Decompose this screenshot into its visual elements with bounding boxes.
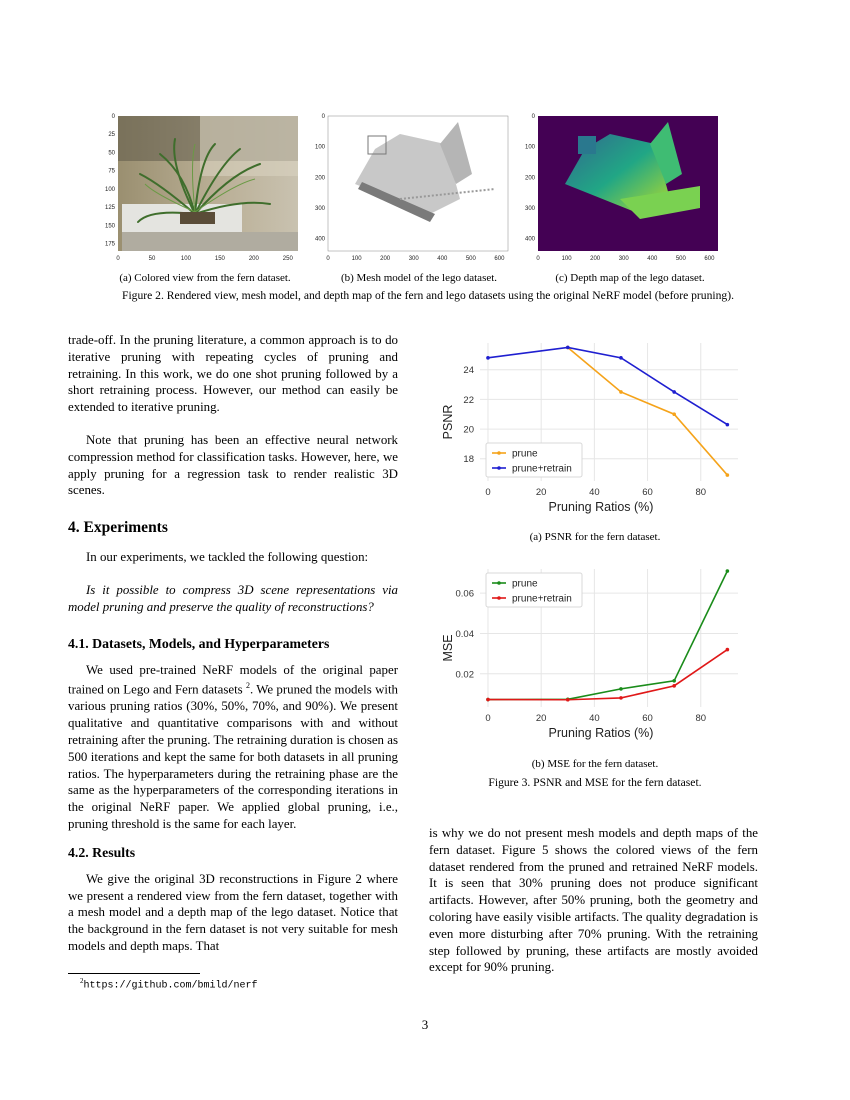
- fig2-c-xtick: 300: [618, 256, 629, 262]
- mse-series-prune+retrain-point: [486, 698, 490, 702]
- psnr-x-tick: 0: [485, 487, 491, 498]
- figure-2a-caption: (a) Colored view from the fern dataset.: [119, 272, 291, 284]
- figure-3b-caption: (b) MSE for the fern dataset.: [531, 758, 659, 770]
- fig2-a-ytick: 75: [108, 168, 115, 175]
- fig2-b-ytick: 300: [314, 206, 325, 213]
- fig2-a-xtick: 100: [180, 256, 191, 262]
- figure-2b-caption: (b) Mesh model of the lego dataset.: [340, 272, 498, 284]
- psnr-y-label: PSNR: [441, 404, 455, 440]
- figure-2c-caption: (c) Depth map of the lego dataset.: [555, 272, 705, 284]
- fig2-c-xtick: 400: [647, 256, 658, 262]
- fig2-c-xtick: 600: [704, 256, 715, 262]
- mse-series-prune+retrain-point: [726, 648, 730, 652]
- figure-3-caption: Figure 3. PSNR and MSE for the fern dataset.: [488, 776, 702, 789]
- paragraph-question-intro: In our experiments, we tackled the following question:: [86, 550, 369, 565]
- fig2-c-ytick: 0: [531, 114, 535, 120]
- mse-x-tick: 20: [535, 713, 547, 724]
- figure-2-panels: [100, 104, 740, 264]
- footnote-url[interactable]: https://github.com/bmild/nerf: [83, 980, 258, 992]
- mse-legend-label: prune: [512, 578, 538, 590]
- page-number: 3: [421, 1017, 429, 1032]
- fig2-c-xtick: 200: [590, 256, 601, 262]
- fig2-b-ytick: 100: [314, 144, 325, 151]
- fig2-c-ytick: 300: [524, 206, 535, 213]
- subsection-heading-results: 4.2. Results: [68, 844, 136, 860]
- mse-series-prune-point: [619, 687, 623, 691]
- psnr-series-prune+retrain-point: [726, 423, 730, 427]
- fig2-a-ytick: 25: [108, 132, 115, 139]
- paragraph-classification: Note that pruning has been an effective neural network compression method for classification tasks. However, here, we apply pruning for a regression task to render realistic 3D scenes.: [68, 432, 398, 498]
- fig2-b-xtick: 100: [351, 256, 362, 262]
- fig2-b-ytick: 200: [314, 175, 325, 182]
- fig2-c-ytick: 200: [524, 175, 535, 182]
- psnr-series-prune+retrain-point: [619, 356, 623, 360]
- fig2-a-ytick: 175: [104, 241, 115, 248]
- fig2-b-xtick: 600: [494, 256, 505, 262]
- fig2-a-xtick: 150: [214, 256, 225, 262]
- fig2-a-ytick: 100: [104, 186, 115, 193]
- figure-2: [100, 104, 740, 294]
- fig2-b-xtick: 0: [326, 256, 330, 262]
- mse-x-label: Pruning Ratios (%): [548, 726, 654, 740]
- fig2-c-xtick: 100: [561, 256, 572, 262]
- right-column-text: [429, 825, 758, 976]
- paragraph-tradeoff: trade-off. In the pruning literature, a common approach is to do iterative pruning with repeating cycles of pruning and retraining. In this work, we do one shot pruning followed by a short retraining process. However, our method can easily be extended to iterative pruning.: [68, 333, 398, 415]
- mse-y-tick: 0.06: [455, 588, 474, 600]
- fig2-b-ytick: 0: [321, 114, 325, 120]
- mse-series-prune+retrain-point: [566, 698, 570, 702]
- mse-x-tick: 0: [485, 713, 491, 724]
- mse-series-prune-point: [726, 569, 730, 573]
- paragraph-datasets-text-a: We used pre-trained NeRF models of the original paper trained on Lego and Fern datasets: [68, 662, 398, 697]
- fig2-b-xtick: 500: [465, 256, 476, 262]
- fig2-b-ytick: 400: [314, 236, 325, 243]
- mse-series-prune+retrain-point: [672, 684, 676, 688]
- mse-x-tick: 60: [642, 713, 653, 724]
- fig2-c-ytick: 400: [524, 236, 535, 243]
- psnr-x-tick: 60: [642, 487, 653, 498]
- mse-chart: [430, 564, 760, 744]
- footnote-number: 2: [80, 977, 84, 985]
- psnr-legend-marker: [497, 451, 501, 455]
- fig2-a-ytick: 150: [104, 223, 115, 230]
- research-question: Is it possible to compress 3D scene representations via model pruning and preserve the quality of reconstructions?: [68, 582, 398, 614]
- fig2-a-xtick: 250: [282, 256, 293, 262]
- psnr-chart: [430, 338, 760, 518]
- figure-2-caption: Figure 2. Rendered view, mesh model, and depth map of the fern and lego datasets using the original NeRF model (before pruning).: [122, 289, 734, 302]
- section-heading-experiments: 4. Experiments: [68, 519, 168, 537]
- mse-y-tick: 0.02: [455, 669, 474, 681]
- psnr-series-prune-point: [726, 473, 730, 477]
- fig2-a-xtick: 50: [148, 256, 156, 262]
- psnr-y-tick: 24: [463, 365, 474, 377]
- fig2-b-xtick: 300: [408, 256, 419, 262]
- psnr-series-prune+retrain-point: [672, 390, 676, 394]
- footnote: [80, 977, 258, 991]
- psnr-x-label: Pruning Ratios (%): [548, 500, 654, 514]
- fig2-c-ytick: 100: [524, 144, 535, 151]
- psnr-series-prune-point: [672, 412, 676, 416]
- fig2-a-ytick: 0: [111, 114, 115, 120]
- fig2-a-xtick: 200: [248, 256, 259, 262]
- fig2-b-xtick: 200: [380, 256, 391, 262]
- psnr-x-tick: 80: [695, 487, 707, 498]
- psnr-y-tick: 20: [463, 424, 474, 436]
- fig2-a-ytick: 125: [104, 205, 115, 212]
- paragraph-datasets-text-b: . We pruned the models with various pruning ratios (30%, 50%, 70%, and 90%). We present qualitative and quantitative comparisons with and without retraining after the pruning. The retraining duration is chosen as 500 iterations and kept the same for both datasets in all pruning ratios. The hyperparameters during the retraining phase are the same as the hyperparameters of the corresponding iterations in the original NeRF paper. We applied global pruning, i.e., pruning threshold is the same for each layer.: [68, 682, 398, 832]
- fig2-b-xtick: 400: [437, 256, 448, 262]
- psnr-series-prune-point: [619, 390, 623, 394]
- fig2-a-ytick: 50: [108, 150, 115, 157]
- footnote-ref: 2: [245, 681, 250, 691]
- lego-mesh: [328, 116, 508, 251]
- psnr-legend-label: prune+retrain: [512, 463, 572, 475]
- psnr-legend-label: prune: [512, 448, 538, 460]
- psnr-series-prune+retrain-point: [566, 346, 570, 350]
- fig2-a-xtick: 0: [116, 256, 120, 262]
- footnote-rule: [68, 973, 200, 974]
- psnr-y-tick: 22: [463, 394, 474, 406]
- mse-x-tick: 80: [695, 713, 707, 724]
- mse-series-prune-point: [672, 679, 676, 683]
- psnr-x-tick: 20: [535, 487, 547, 498]
- lego-depth-map: [538, 116, 718, 251]
- psnr-series-prune+retrain-point: [486, 356, 490, 360]
- mse-y-tick: 0.04: [455, 628, 474, 640]
- fern-photo: [118, 116, 298, 251]
- paragraph-results: We give the original 3D reconstructions in Figure 2 where we present a rendered view from the fern dataset, together with a mesh model and a depth map of the lego dataset. Notice that the background in the fern dataset is not very suitable for mesh models and depth maps. That: [68, 871, 398, 954]
- fig2-c-xtick: 0: [536, 256, 540, 262]
- paragraph-fern-views: is why we do not present mesh models and depth maps of the fern dataset. Figure 5 shows the colored views of the fern dataset rendered from the pruned and retrained NeRF models. It is seen that 30% pruning does not produce significant artifacts. However, after 50% pruning, both the geometry and coloring have easily visible artifacts. The quality degradation is even more disturbing after 70% pruning. With the retraining step followed by pruning, these artifacts are mostly avoided except for 90% pruning.: [429, 826, 758, 975]
- paragraph-datasets: [68, 662, 398, 833]
- subsection-heading-datasets: 4.1. Datasets, Models, and Hyperparameters: [68, 635, 330, 651]
- psnr-legend-marker: [497, 466, 501, 470]
- left-column: [68, 332, 398, 955]
- mse-y-label: MSE: [441, 634, 455, 662]
- mse-legend-marker: [497, 581, 501, 585]
- mse-legend-marker: [497, 596, 501, 600]
- psnr-x-tick: 40: [589, 487, 600, 498]
- mse-x-tick: 40: [589, 713, 600, 724]
- mse-legend-label: prune+retrain: [512, 593, 572, 605]
- psnr-y-tick: 18: [463, 454, 474, 466]
- figure-3a-caption: (a) PSNR for the fern dataset.: [529, 531, 661, 543]
- fig2-c-xtick: 500: [675, 256, 686, 262]
- mse-series-prune+retrain-point: [619, 696, 623, 700]
